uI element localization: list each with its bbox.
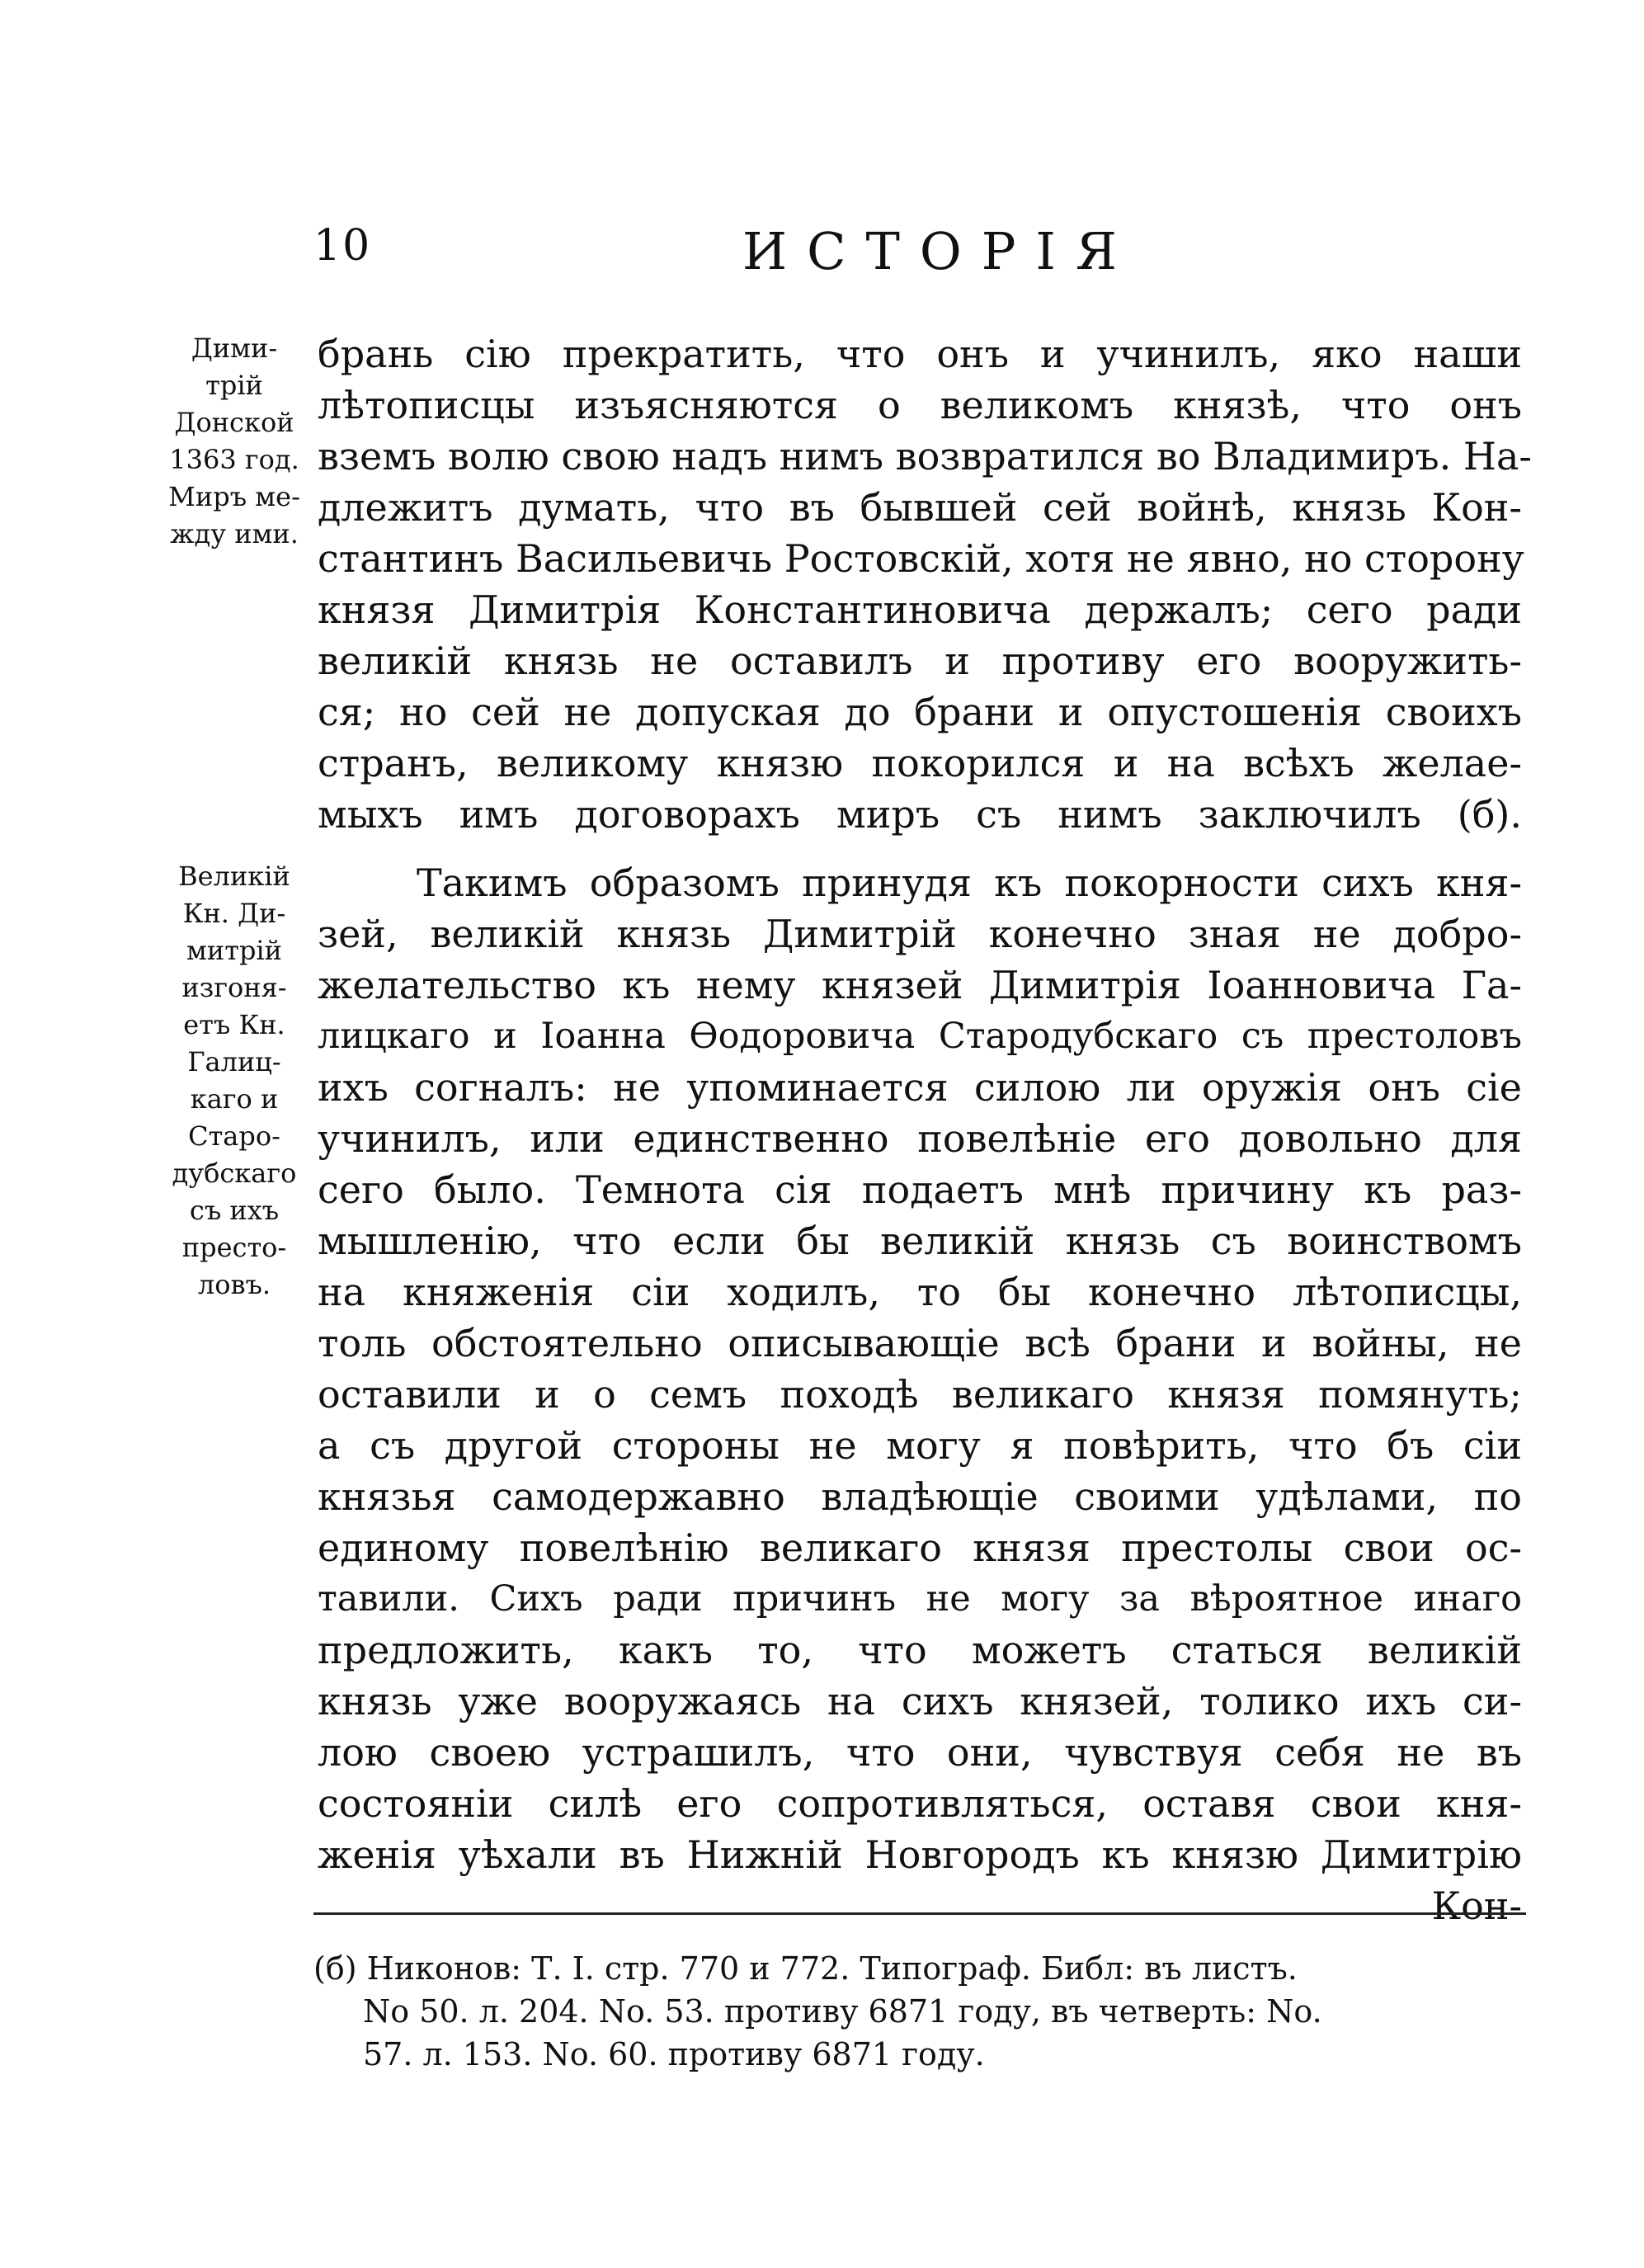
running-title: ИСТОРІЯ [742,221,1137,281]
text-line: а съ другой стороны не могу я повѣрить, что бъ сіи [318,1423,1522,1468]
text-line: ся; но сей не допуская до брани и опустошенія своихъ [318,690,1522,734]
margin-note-line: Кн. Ди- [182,898,286,929]
text-line: Такимъ образомъ принудя къ покорности сихъ кня- [417,861,1522,905]
margin-note-line: Старо- [188,1120,280,1152]
text-line: состояніи силѣ его сопротивляться, оставя свои кня- [318,1781,1522,1826]
margin-note-line: етъ Кн. [183,1009,285,1040]
margin-note-line: Великій [178,861,290,892]
footnote-separator [313,1912,1526,1915]
text-line: учинилъ, или единственно повелѣніе его довольно для [318,1116,1522,1161]
text-line: князя Димитрія Константиновича держалъ; сего ради [318,587,1522,632]
text-line: брань сію прекратить, что онъ и учинилъ, яко наши [318,332,1522,376]
text-line: лою своею устрашилъ, что они, чувствуя себя не въ [318,1730,1522,1775]
margin-note-line: съ ихъ [189,1195,280,1226]
text-line: зей, великій князь Димитрій конечно зная не добро- [318,912,1522,956]
text-line: князь уже вооружаясь на сихъ князей, толико ихъ си- [318,1679,1522,1723]
text-line: вземъ волю свою надъ нимъ возвратился во Владимиръ. На- [318,434,1532,479]
text-line: лицкаго и Іоанна Ѳодоровича Стародубскаго съ престоловъ [318,1016,1522,1057]
margin-note-line: Дими- [191,332,278,364]
text-line: предложить, какъ то, что можетъ статься великій [318,1628,1522,1672]
margin-note-line: престо- [181,1232,287,1263]
margin-note-line: митрій [186,935,282,966]
text-line: мыхъ имъ договорахъ миръ съ нимъ заключилъ (б). [318,792,1522,837]
margin-note-line: Миръ ме- [168,481,300,512]
text-line: сего было. Темнота сія подаетъ мнѣ причину къ раз- [318,1167,1522,1212]
catchword: Кон- [1431,1884,1522,1928]
text-line: женія уѣхали въ Нижній Новгородъ къ князю Димитрію [318,1832,1522,1877]
text-line: великій князь не оставилъ и противу его вооружить- [318,639,1522,683]
margin-note-great-prince [153,858,315,1304]
margin-note-line: каго и [190,1083,279,1115]
margin-note-line: Донской [174,407,294,438]
text-line: князья самодержавно владѣющіе своими удѣлами, по [318,1474,1522,1519]
page-header [313,221,1526,295]
page-number: 10 [313,221,372,271]
margin-note-line: дубскаго [172,1158,297,1189]
text-line: стантинъ Васильевичь Ростовскій, хотя не явно, но сторону [318,536,1524,581]
text-line: странъ, великому князю покорился и на всѣхъ желае- [318,741,1522,785]
text-line: лѣтописцы изъясняются о великомъ князѣ, что онъ [318,383,1522,427]
text-line: длежитъ думать, что въ бывшей сей войнѣ, князь Кон- [318,485,1522,530]
margin-note-line: трій [205,370,263,401]
footnote-line: 57. л. 153. No. 60. противу 6871 году. [363,2036,985,2072]
text-line: толь обстоятельно описывающіе всѣ брани и войны, не [318,1321,1522,1365]
text-line: ихъ согналъ: не упоминается силою ли оружія онъ сіе [318,1065,1522,1110]
margin-note-line: изгоня- [181,972,287,1003]
margin-note-line: ловъ. [197,1269,271,1300]
margin-note-dimitry-donskoy [153,330,315,553]
body-paragraph-2 [318,857,1522,1931]
footnote [313,1947,1526,2076]
margin-note-line: 1363 год. [169,444,299,475]
margin-note-line: жду ими. [170,518,299,549]
margin-note-line: Галиц- [187,1046,281,1077]
footnote-line: No 50. л. 204. No. 53. противу 6871 году, въ четверть: No. [363,1993,1322,2030]
text-line: тавили. Сихъ ради причинъ не могу за вѣроятное инаго [318,1578,1522,1620]
text-line: на княженія сіи ходилъ, то бы конечно лѣтописцы, [318,1270,1522,1314]
text-line: оставили и о семъ походѣ великаго князя помянуть; [318,1372,1522,1417]
text-line: мышленію, что если бы великій князь съ воинствомъ [318,1219,1522,1263]
body-paragraph-1 [318,328,1532,840]
text-line: желательство къ нему князей Димитрія Іоанновича Га- [318,963,1522,1007]
text-line: единому повелѣнію великаго князя престолы свои ос- [318,1525,1522,1570]
footnote-line: (б) Никонов: Т. I. стр. 770 и 772. Типограф. Библ: въ листъ. [313,1950,1298,1987]
